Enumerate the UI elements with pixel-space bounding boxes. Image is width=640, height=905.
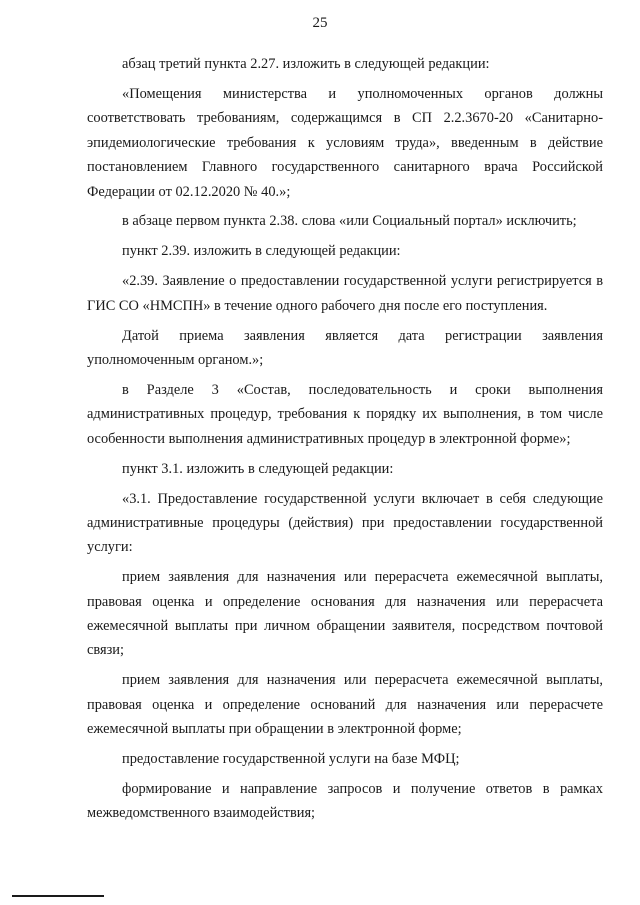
paragraph-3-1-procedures: «3.1. Предоставление государственной услуги включает в себя следующие административные процедуры (действия) при предоставлении государственной услуги:	[87, 490, 603, 556]
paragraph-acceptance-date: Датой приема заявления является дата регистрации заявления уполномоченным органом.»;	[87, 327, 603, 368]
paragraph-procedure-mfc: предоставление государственной услуги на базе МФЦ;	[122, 751, 460, 768]
paragraph-procedure-in-person: прием заявления для назначения или перерасчета ежемесячной выплаты, правовая оценка и определение основания для назначения или перерасчета ежемесячной выплаты при личном обращении заявителя, посредством почтовой связи;	[87, 569, 603, 659]
footer-rule	[12, 895, 104, 897]
paragraph-amend-2-27: абзац третий пункта 2.27. изложить в следующей редакции:	[122, 56, 490, 72]
paragraph-amend-3-1: пункт 3.1. изложить в следующей редакции:	[122, 460, 394, 477]
paragraph-premises-requirements: «Помещения министерства и уполномоченных органов должны соответствовать требованиям, содержащимся в СП 2.2.3670-20 «Санитарно-эпидемиологические требования к условиям труда», введенным в действие постановлением Главного государственного санитарного врача Российской Федерации от 02.12.2020 № 40.»;	[87, 85, 603, 200]
document-body	[87, 52, 603, 831]
paragraph-amend-2-38: в абзаце первом пункта 2.38. слова «или Социальный портал» исключить;	[122, 213, 577, 230]
paragraph-2-39-registration: «2.39. Заявление о предоставлении государственной услуги регистрируется в ГИС СО «НМСПН» в течение одного рабочего дня после его поступления.	[87, 273, 603, 314]
paragraph-procedure-electronic: прием заявления для назначения или перерасчета ежемесячной выплаты, правовая оценка и определение оснований для назначения или перерасчете ежемесячной выплаты при обращении в электронной форме;	[87, 672, 603, 738]
paragraph-section-3: в Разделе 3 «Состав, последовательность и сроки выполнения административных процедур, требования к порядку их выполнения, в том числе особенности выполнения административных процедур в электронной форме»;	[87, 381, 603, 447]
page-number: 25	[312, 15, 328, 31]
paragraph-amend-2-39: пункт 2.39. изложить в следующей редакции:	[122, 243, 401, 260]
paragraph-procedure-interagency: формирование и направление запросов и получение ответов в рамках межведомственного взаимодействия;	[87, 780, 603, 822]
